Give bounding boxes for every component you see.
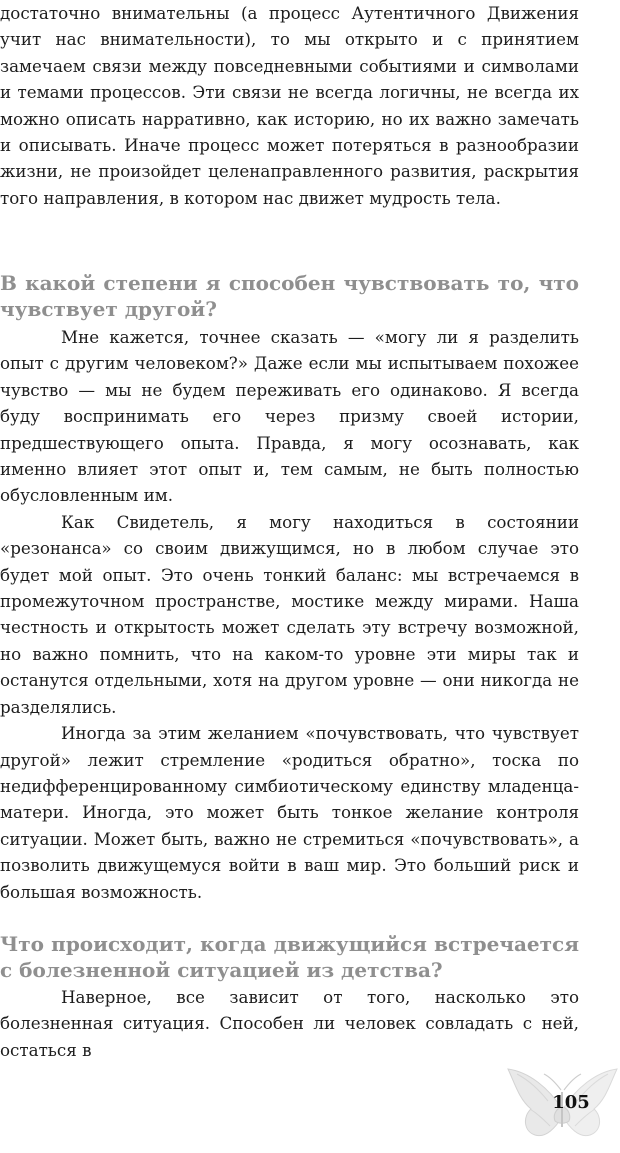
section-heading-2: Что происходит, когда движущийся встречается с болезненной ситуацией из детства? [0, 932, 579, 982]
page-number: 105 [552, 1092, 590, 1113]
section-heading-1: В какой степени я способен чувствовать то, что чувствует другой? [0, 271, 579, 321]
section-1-paragraph-3: Иногда за этим желанием «почувствовать, что чувствует другой» лежит стремление «родиться обратно», тоска по недифференцированному симбиотическому единству младенца-матери. Иногда, это может быть тонкое желание контроля ситуации. Может быть, важно не стремиться «почувствовать», а позволить движущемуся войти в ваш мир. Это больший риск и большая возможность. [0, 723, 579, 902]
section-1-paragraph-1: Мне кажется, точнее сказать — «могу ли я разделить опыт с другим человеком?» Даже если мы испытываем похожее чувство — мы не будем переживать его одинаково. Я всегда буду воспринимать его через призму своей истории, предшествующего опыта. Правда, я могу осознавать, как именно влияет этот опыт и, тем самым, не быть полностью обусловленным им. [0, 327, 579, 506]
intro-text [0, 0, 579, 211]
section-2-body [0, 984, 579, 1063]
section-2-paragraph-1: Наверное, все зависит от того, насколько это болезненная ситуация. Способен ли человек совладать с ней, остаться в [0, 987, 579, 1060]
intro-paragraph: достаточно внимательны (а процесс Аутентичного Движения учит нас внимательности), то мы открыто и с принятием замечаем связи между повседневными событиями и символами и темами процессов. Эти связи не всегда логичны, не всегда их можно описать нарративно, как историю, но их важно замечать и описывать. Иначе процесс может потеряться в разнообразии жизни, не произойдет целенаправленного развития, раскрытия того направления, в котором нас движет мудрость тела. [0, 3, 579, 208]
section-1-body [0, 324, 579, 905]
page-number-area [505, 1064, 620, 1153]
section-1-paragraph-2: Как Свидетель, я могу находиться в состоянии «резонанса» со своим движущимся, но в любом случае это будет мой опыт. Это очень тонкий баланс: мы встречаемся в промежуточном пространстве, мостике между мирами. Наша честность и открытость может сделать эту встречу возможной, но важно помнить, что на каком-то уровне эти миры так и останутся отдельными, хотя на другом уровне — они никогда не разделялись. [0, 511, 579, 717]
